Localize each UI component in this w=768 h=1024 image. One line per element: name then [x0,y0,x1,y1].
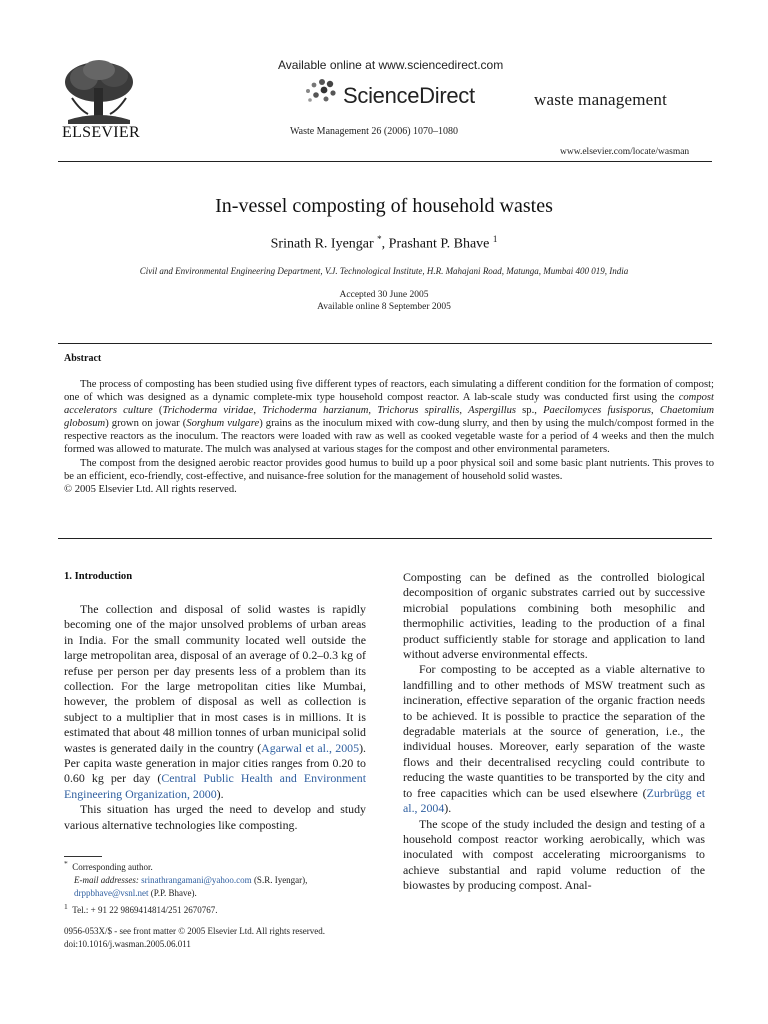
author-separator: , [381,236,389,252]
publisher-name: ELSEVIER [62,124,140,141]
abstract-copyright: © 2005 Elsevier Ltd. All rights reserved. [64,483,237,495]
journal-logo [534,80,714,124]
article-title: In-vessel composting of household wastes [215,195,553,217]
abstract-paragraph-1: The process of composting has been studied using five different types of reactors, each simulating a different condition for the formation of compost; one of which was designed as a dynamic complete-mix type household compost reactor. A lab-scale study was conducted first using the compost accelerators culture (Trichoderma viridae, Trichoderma harzianum, Trichorus spirallis, Aspergillus sp., Paecilomyces fusisporus, Chaetomium globosum) grown on jowar (Sorghum vulgare) grains as the inoculum mixed with cow-dung slurry, and then by using the mulch/compost formed in the respective reactors as the inoculum. The reactors were loaded with raw as well as cooked vegetable waste for a period of 4 weeks and then the mulch formed was allowed to maturate. The mulch was analysed at various stages for the compost and other environmental parameters. [64,379,715,456]
section-heading-introduction: 1. Introduction [64,571,133,582]
email-link-iyengar[interactable]: srinathrangamani@yahoo.com [141,875,252,885]
intro-paragraph-r2: For composting to be accepted as a viable alternative to landfilling and to other methods of MSW treatment such as incineration, effective separation of the organic fraction needs to be achieved. It is possible to practice the separation of the degradable materials at the source of generation, i.e., the individual houses. Moreover, early separation of the waste flows and their decentralised recycling could contribute to reducing the waste quantities to be transported by the city and to free capacities which can be used elsewhere (Zurbrügg et al., 2004). [403,662,706,816]
author-1-mark[interactable]: * [377,234,382,244]
author-2[interactable]: Prashant P. Bhave [388,236,490,252]
issn-line: 0956-053X/$ - see front matter © 2005 Elsevier Ltd. All rights reserved. [64,926,326,936]
sciencedirect-dots-icon [300,76,340,106]
citation-link-zurbrugg[interactable]: Zurbrügg et al., 2004 [403,785,706,816]
right-column [403,570,705,894]
intro-paragraph-r3: The scope of the study included the design and testing of a household compost reactor working aerobically, which was inoculated with compost accelerating microorganisms to achieve substantial and rapid volume reduction of the biowastes by producing compost. Anal- [403,816,705,893]
front-matter [64,925,394,951]
elsevier-tree-logo [58,58,140,126]
intro-paragraph-r1: Composting can be defined as the controlled biological decomposition of organic substrates carried out by successive microbial populations combining both mesophilic and thermophilic activities, leading to the production of a final product sufficiently stable for storage and application to land without adverse environmental effects. [403,570,705,662]
abstract-paragraph-2: The compost from the designed aerobic reactor provides good humus to build up a poor physical soil and some basic plant nutrients. This proves to be an efficient, eco-friendly, cost-effective, and nuisance-free solution for the management of household solid wastes. [64,457,714,482]
citation-link-cpheeo[interactable]: Central Public Health and Environment Engineering Organization, 2000 [64,771,366,801]
footnote-telephone: $^1$ Tel.: + 91 22 9869414814/251 2670767. [64,902,218,915]
author-2-mark[interactable]: 1 [492,234,498,244]
footnote-corresponding: * Corresponding author. [64,859,153,872]
abstract-top-rule [58,343,712,344]
journal-url-link[interactable]: www.elsevier.com/locate/wasman [560,147,690,157]
header-divider [58,161,712,162]
affiliation: Civil and Environmental Engineering Department, V.J. Technological Institute, H.R. Mahajani Road, Matunga, Mumbai 400 019, India [139,266,629,276]
abstract-bottom-rule [58,538,712,539]
available-online-link[interactable]: Available online at www.sciencedirect.com [278,58,504,72]
author-list [0,234,768,253]
journal-logo-text: waste management [534,90,668,109]
author-1[interactable]: Srinath R. Iyengar [270,236,374,252]
footnote-emails: E-mail addresses: srinathrangamani@yahoo.com (S.R. Iyengar), drppbhave@vsnl.net (P.P. Bhave). [74,875,308,898]
doi-line[interactable]: doi:10.1016/j.wasman.2005.06.011 [64,939,191,949]
citation-link-agarwal[interactable]: Agarwal et al., 2005 [261,740,360,755]
abstract-body [64,378,714,496]
journal-citation: Waste Management 26 (2006) 1070–1080 [290,126,459,137]
sciencedirect-logo-text[interactable]: ScienceDirect [343,83,475,108]
accepted-date: Accepted 30 June 2005 [339,290,429,300]
left-column [64,602,366,833]
email-link-bhave[interactable]: drppbhave@vsnl.net [74,888,149,898]
abstract-heading: Abstract [64,353,102,364]
intro-paragraph-1: The collection and disposal of solid wastes is rapidly becoming one of the major unsolved problems of urban areas in India. For the small community located well outside the large metropolitan area, disposal of an average of 0.2–0.3 kg of refuse per person per day presents less of a problem than its collection. For the large metropolitan cities like Mumbai, however, the problem of disposal as well as collection is subject to a multiplier that in most cases is in millions. It is estimated that about 48 million tonnes of urban municipal solid wastes is generated daily in the country (Agarwal et al., 2005). Per capita waste generation in major cities ranges from 0.20 to 0.60 kg per day (Central Public Health and Environment Engineering Organization, 2000). [64,602,367,801]
available-online-date: Available online 8 September 2005 [317,302,451,312]
intro-paragraph-2: This situation has urged the need to develop and study various alternative technologies like composting. [64,802,366,832]
footnotes [64,857,374,917]
